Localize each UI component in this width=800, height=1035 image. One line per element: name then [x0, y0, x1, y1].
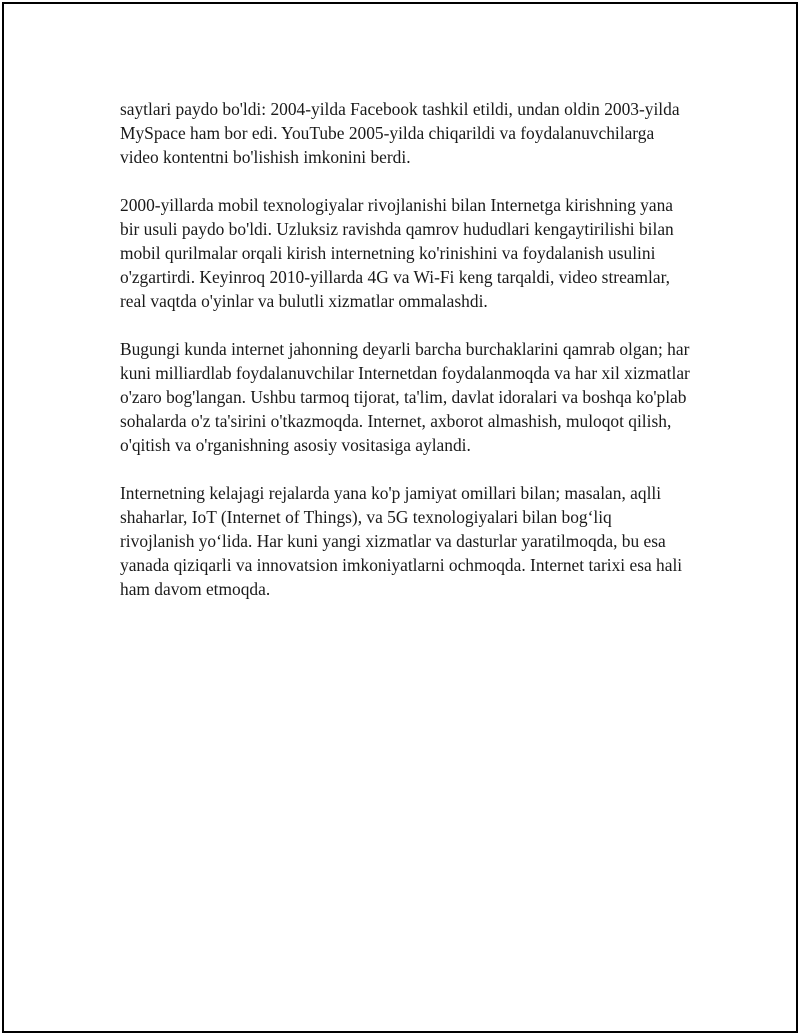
paragraph-1: saytlari paydo bo'ldi: 2004-yilda Facebook tashkil etildi, undan oldin 2003-yilda MySpace ham bor edi. YouTube 2005-yilda chiqarildi va foydalanuvchilarga video kontentni bo'lishish imkonini berdi. [120, 99, 680, 168]
paragraph-3: Bugungi kunda internet jahonning deyarli barcha burchaklarini qamrab olgan; har kuni milliardlab foydalanuvchilar Internetdan foydalanmoqda va har xil xizmatlar o'zaro bog'langan. Ushbu tarmoq tijorat, ta'lim, davlat idoralari va boshqa ko'plab sohalarda o'z ta'sirini o'tkazmoqda. Internet, axborot almashish, muloqot qilish, o'qitish va o'rganishning asosiy vositasiga aylandi. [120, 338, 690, 456]
paragraph-2: 2000-yillarda mobil texnologiyalar rivojlanishi bilan Internetga kirishning yana bir usuli paydo bo'ldi. Uzluksiz ravishda qamrov hududlari kengaytirilishi bilan mobil qurilmalar orqali kirish internetning ko'rinishini va foydalanish usulini o'zgartirdi. Keyinroq 2010-yillarda 4G va Wi-Fi keng tarqaldi, video streamlar, real vaqtda o'yinlar va bulutli xizmatlar ommalashdi. [120, 194, 674, 312]
document-body [120, 97, 690, 625]
document-page [2, 2, 798, 1033]
paragraph-4: Internetning kelajagi rejalarda yana ko'p jamiyat omillari bilan; masalan, aqlli shaharlar, IoT (Internet of Things), va 5G texnologiyalari bilan bog‘liq rivojlanish yo‘lida. Har kuni yangi xizmatlar va dasturlar yaratilmoqda, bu esa yanada qiziqarli va innovatsion imkoniyatlarni ochmoqda. Internet tarixi esa hali ham davom etmoqda. [120, 482, 683, 600]
